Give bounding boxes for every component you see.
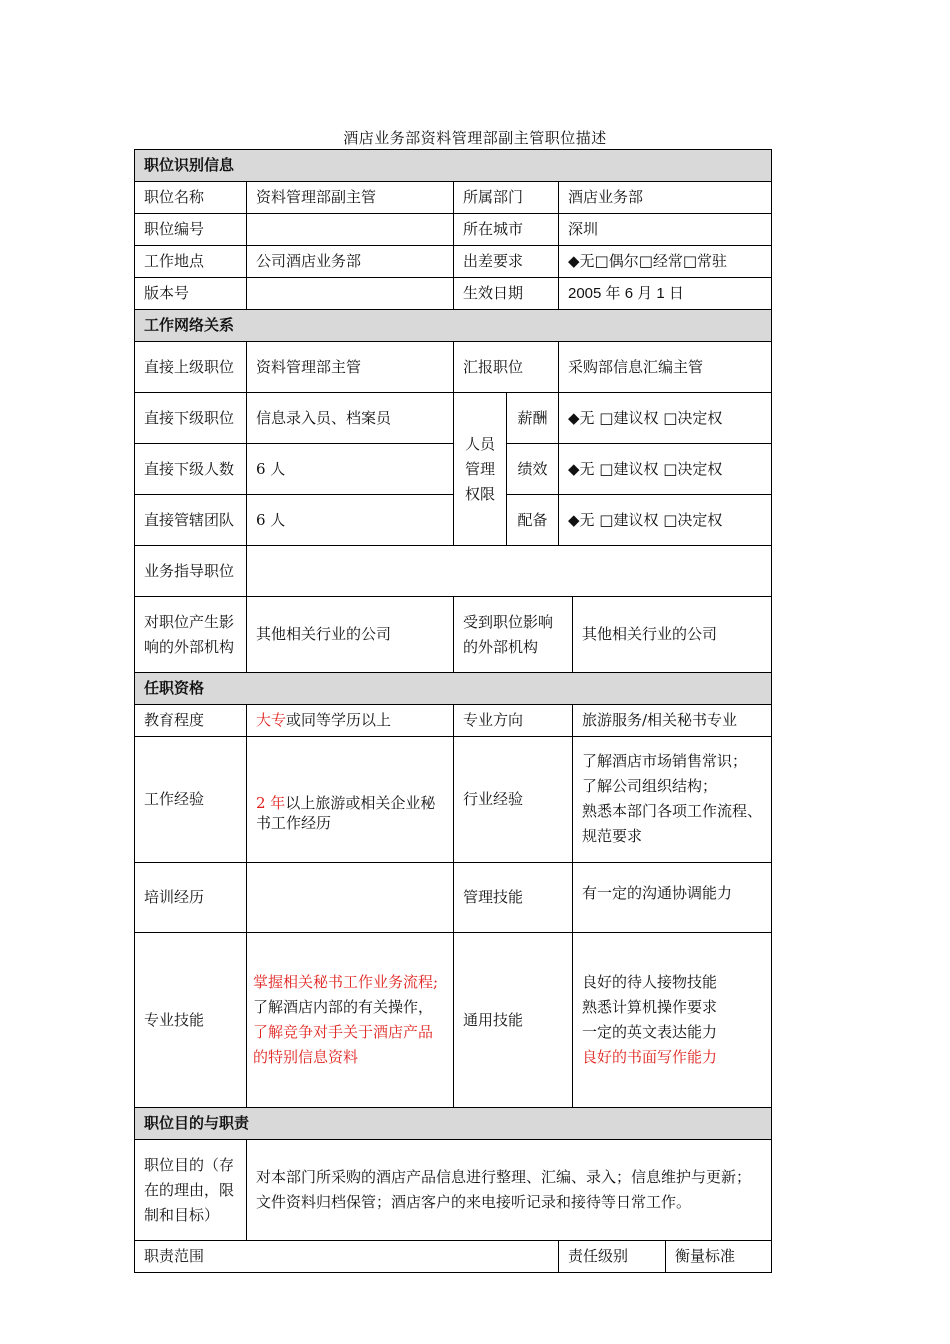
industry-experience-value	[573, 737, 772, 863]
influencing-org-label: 对职位产生影响的外部机构	[135, 597, 247, 673]
performance-label: 绩效	[507, 444, 559, 495]
experience-highlight: 2 年	[256, 794, 286, 812]
version-label: 版本号	[135, 278, 247, 310]
general-skill-line: 良好的书面写作能力	[582, 1048, 718, 1066]
purpose-label: 职位目的（存在的理由，限制和目标）	[135, 1140, 247, 1241]
salary-label: 薪酬	[507, 393, 559, 444]
industry-line: 熟悉本部门各项工作流程、规范要求	[582, 801, 763, 845]
city-label: 所在城市	[454, 214, 559, 246]
management-skill-value: 有一定的沟通协调能力	[573, 863, 772, 933]
hr-authority-label: 人员管理权限	[454, 393, 507, 546]
work-experience-label: 工作经验	[135, 737, 247, 863]
education-value	[247, 705, 454, 737]
job-description-table	[134, 149, 772, 1273]
influenced-org-value: 其他相关行业的公司	[573, 597, 772, 673]
professional-skill-line: 了解竞争对手关于酒店产品的特别信息资料	[253, 1023, 434, 1066]
training-value	[247, 863, 454, 933]
subordinate-count-label: 直接下级人数	[135, 444, 247, 495]
experience-rest: 以上旅游或相关企业秘书工作经历	[256, 794, 436, 832]
influencing-org-value: 其他相关行业的公司	[247, 597, 454, 673]
subordinate-value: 信息录入员、档案员	[247, 393, 454, 444]
report-value: 采购部信息汇编主管	[559, 342, 772, 393]
industry-line: 了解公司组织结构；	[582, 776, 718, 795]
guidance-value	[247, 546, 772, 597]
influenced-org-label: 受到职位影响的外部机构	[454, 597, 573, 673]
effective-date-label: 生效日期	[454, 278, 559, 310]
effective-date-value: 2005 年 6 月 1 日	[559, 278, 772, 310]
general-skill-value	[573, 933, 772, 1108]
guidance-label: 业务指导职位	[135, 546, 247, 597]
travel-options: ◆无□偶尔□经常□常驻	[559, 246, 772, 278]
education-label: 教育程度	[135, 705, 247, 737]
position-code-value	[247, 214, 454, 246]
position-name-value: 资料管理部副主管	[247, 182, 454, 214]
training-label: 培训经历	[135, 863, 247, 933]
version-value	[247, 278, 454, 310]
section-qualification: 任职资格	[135, 673, 772, 705]
superior-value: 资料管理部主管	[247, 342, 454, 393]
position-code-label: 职位编号	[135, 214, 247, 246]
section-network: 工作网络关系	[135, 310, 772, 342]
management-skill-label: 管理技能	[454, 863, 573, 933]
section-purpose: 职位目的与职责	[135, 1108, 772, 1140]
education-rest: 或同等学历以上	[286, 711, 392, 729]
purpose-value: 对本部门所采购的酒店产品信息进行整理、汇编、录入；信息维护与更新；文件资料归档保管；酒店客户的来电接听记录和接待等日常工作。	[247, 1140, 772, 1241]
general-skill-line: 一定的英文表达能力	[582, 1023, 718, 1041]
section-identity: 职位识别信息	[135, 150, 772, 182]
major-value: 旅游服务/相关秘书专业	[573, 705, 772, 737]
scope-label: 职责范围	[135, 1241, 559, 1273]
education-highlight: 大专	[256, 711, 287, 729]
superior-label: 直接上级职位	[135, 342, 247, 393]
team-value: 6 人	[247, 495, 454, 546]
level-label: 责任级别	[559, 1241, 666, 1273]
position-name-label: 职位名称	[135, 182, 247, 214]
standard-label: 衡量标准	[666, 1241, 772, 1273]
department-value: 酒店业务部	[559, 182, 772, 214]
subordinate-count-value: 6 人	[247, 444, 454, 495]
work-experience-value	[247, 737, 454, 863]
professional-skill-line: 了解酒店内部的有关操作，	[253, 998, 434, 1016]
industry-experience-label: 行业经验	[454, 737, 573, 863]
staffing-authority: ◆无 □建议权 □决定权	[559, 495, 772, 546]
general-skill-line: 良好的待人接物技能	[582, 973, 718, 991]
general-skill-label: 通用技能	[454, 933, 573, 1108]
work-location-label: 工作地点	[135, 246, 247, 278]
professional-skill-label: 专业技能	[135, 933, 247, 1108]
subordinate-label: 直接下级职位	[135, 393, 247, 444]
department-label: 所属部门	[454, 182, 559, 214]
general-skill-line: 熟悉计算机操作要求	[582, 998, 718, 1016]
major-label: 专业方向	[454, 705, 573, 737]
team-label: 直接管辖团队	[135, 495, 247, 546]
industry-line: 了解酒店市场销售常识；	[582, 751, 748, 770]
report-label: 汇报职位	[454, 342, 559, 393]
professional-skill-line: 掌握相关秘书工作业务流程;	[253, 973, 439, 991]
staffing-label: 配备	[507, 495, 559, 546]
work-location-value: 公司酒店业务部	[247, 246, 454, 278]
salary-authority: ◆无 □建议权 □决定权	[559, 393, 772, 444]
document-title: 酒店业务部资料管理部副主管职位描述	[343, 129, 607, 147]
travel-label: 出差要求	[454, 246, 559, 278]
city-value: 深圳	[559, 214, 772, 246]
performance-authority: ◆无 □建议权 □决定权	[559, 444, 772, 495]
professional-skill-value	[247, 933, 454, 1108]
